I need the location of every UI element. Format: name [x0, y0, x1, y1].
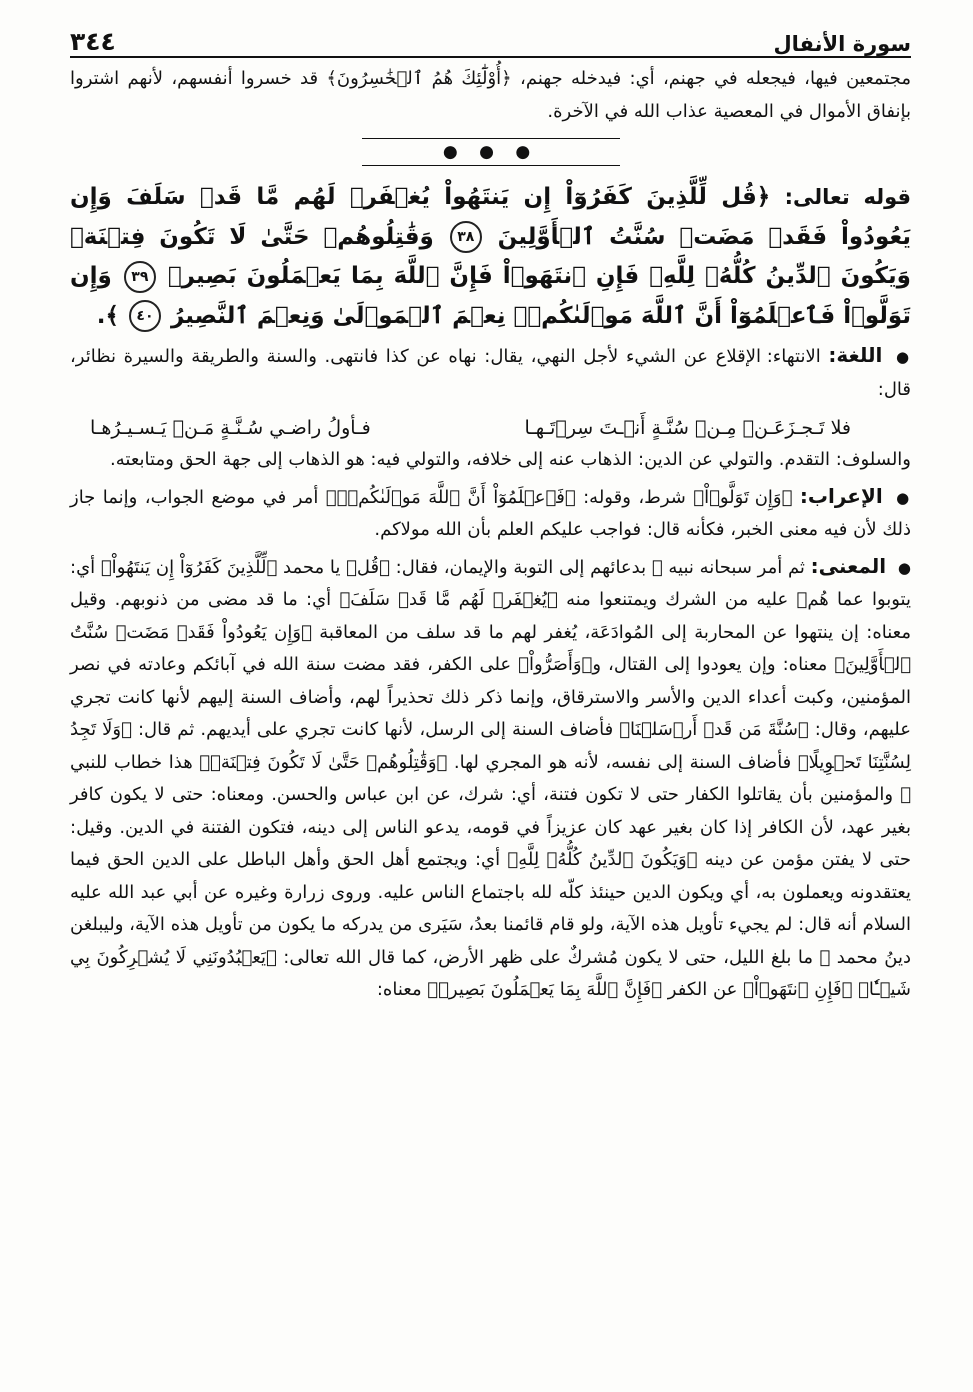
surah-title: سورة الأنفال [773, 32, 911, 56]
page-number: ٣٤٤ [70, 27, 116, 56]
poem-second-hemistich: فـأولُ راضـي سُـنَّـةٍ مَـنۡ يَـسـيـرُهـا [90, 417, 371, 439]
mana-section [70, 550, 911, 1007]
ayah-number-38: ٣٨ [450, 221, 482, 253]
lugha-text: الانتهاء: الإقلاع عن الشيء لأجل النهي، يقال: نهاه عن كذا فانتهى. والسنة والطريقة والسيرة نظائر، قال: [70, 346, 911, 400]
page-body [70, 63, 911, 1007]
ayah-number-39: ٣٩ [124, 261, 156, 293]
poem-verse [90, 412, 851, 444]
separator-line-bottom [362, 165, 620, 166]
bullet-icon: ● [897, 558, 911, 577]
ayah-number-40: ٤٠ [129, 300, 161, 332]
bullet-icon: ● [896, 348, 911, 366]
lugha-section [70, 339, 911, 406]
separator-dots: ● ● ● [442, 142, 539, 162]
verse-text-38: ﴿قُل لِّلَّذِينَ كَفَرُوٓاْ إِن يَنتَهُواْ يُغۡفَرۡ لَهُم مَّا قَدۡ سَلَفَ وَإِن يَعُودُواْ فَقَدۡ مَضَتۡ سُنَّتُ ٱلۡأَوَّلِينَ [70, 184, 912, 250]
lugha-label: اللغة: [828, 343, 883, 367]
mana-label: المعنى: [810, 553, 887, 578]
verse-text-39: وَقَٰتِلُوهُمۡ حَتَّىٰ لَا تَكُونَ فِتۡنَةٞ وَيَكُونَ ٱلدِّينُ كُلُّهُۥ لِلَّهِۚ فَإِنِ ٱنتَهَوۡاْ فَإِنَّ ٱللَّهَ بِمَا يَعۡمَلُونَ بَصِيرٞ [70, 223, 911, 289]
bullet-icon: ● [896, 488, 911, 507]
irab-section [70, 480, 911, 547]
lugha-continuation: والسلوف: التقدم. والتولي عن الدين: الذهاب عنه إلى خلافه، والتولي فيه: هو الذهاب إلى جهة الحق ومتابعته. [110, 449, 911, 470]
verses-label: قوله تعالى: [784, 185, 911, 209]
verses-close: ﴾. [96, 302, 119, 329]
page-header [70, 18, 911, 58]
irab-text: ﴿وَإِن تَوَلَّوۡاْ﴾ شرط، وقوله: ﴿فَٱعۡلَمُوٓاْ أَنَّ ٱللَّهَ مَوۡلَىٰكُمۡۚ﴾ أمر في موضع الجواب، وإنما جاز ذلك لأن فيه معنى الخبر، فكأنه قال: فواجب عليكم العلم بأن الله مولاكم. [70, 486, 911, 540]
verse-text-40: وَإِن تَوَلَّوۡاْ فَٱعۡلَمُوٓاْ أَنَّ ٱللَّهَ مَوۡلَىٰكُمۡۚ نِعۡمَ ٱلۡمَوۡلَىٰ وَنِعۡمَ ٱلنَّصِيرُ [70, 263, 911, 329]
section-separator [362, 138, 620, 166]
quran-verses [70, 178, 911, 336]
irab-label: الإعراب: [799, 483, 883, 508]
poem-first-hemistich: فلا تَـجـزَعَـنۡ مِـنۡ سُنَّـةٍ أَنۡـتَ سِرۡتَـهـا [524, 417, 851, 439]
mana-text: ثم أمر سبحانه نبيه ﷺ بدعائهم إلى التوبة والإيمان، فقال: ﴿قُل﴾ يا محمد ﴿لِّلَّذِينَ كَفَرُوٓاْ إِن يَنتَهُواْ﴾ أي: يتوبوا عما هُمۡ عليه من الشرك ويمتنعوا منه ﴿يُغۡفَرۡ لَهُم مَّا قَدۡ سَلَفَ﴾ أي: ما قد مضى من ذنوبهم. وقيل معناه: إن ينتهوا عن المحاربة إلى المُوادَعَة، يُغفر لهم ما قد سلف من المعاقبة ﴿وَإِن يَعُودُواْ فَقَدۡ مَضَتۡ سُنَّتُ ٱلۡأَوَّلِينَ﴾ معناه: وإن يعودوا إلى القتال، و﴿وَأَصَرُّواْ﴾ على الكفر، فقد مضت سنة الله في آبائكم وعادته في نصر المؤمنين، وكبت أعداء الدين والأسر والاسترقاق، وإنما ذكر ذلك تحذيراً لهم، وأضاف السنة إليهم لأنها كانت تجري عليهم، وقال: ﴿سُنَّةَ مَن قَدۡ أَرۡسَلۡنَا﴾ فأضاف السنة إلى الرسل، لأنها كانت تجري على أيديهم. ثم قال: ﴿وَلَا تَجِدُ لِسُنَّتِنَا تَحۡوِيلًا﴾ فأضاف السنة إلى نفسه، لأنه هو المجري لها. ﴿وَقَٰتِلُوهُمۡ حَتَّىٰ لَا تَكُونَ فِتۡنَةٞ﴾ هذا خطاب للنبي ﷺ والمؤمنين بأن يقاتلوا الكفار حتى لا تكون فتنة، أي: شرك، عن ابن عباس والحسن. ومعناه: حتى لا يكون كافر بغير عهد، لأن الكافر إذا كان بغير عهد كان عزيزاً في قومه، يدعو الناس إلى دينه، فتكون الفتنة في الدين. وقيل: حتى لا يفتن مؤمن عن دينه ﴿وَيَكُونَ ٱلدِّينُ كُلُّهُۥ لِلَّهِ﴾ أي: ويجتمع أهل الحق وأهل الباطل على الدين الحق فيما يعتقدونه ويعملون به، أي ويكون الدين حينئذ كلّه لله باجتماع الناس عليه. وروى زرارة وغيره عن أبي عبد الله عليه السلام أنه قال: لم يجيء تأويل هذه الآية، ولو قام قائمنا بعدُ، سَيَرى من يدركه ما يكون من تأويل هذه الآية، وليبلغن دينُ محمد ﷺ ما بلغ الليل، حتى لا يكون مُشركٌ على ظهر الأرض، كما قال الله تعالى: ﴿يَعۡبُدُونَنِي لَا يُشۡرِكُونَ بِي شَيۡـٔٗا﴾ ﴿فَإِنِ ٱنتَهَوۡاْ﴾ عن الكفر ﴿فَإِنَّ ٱللَّهَ بِمَا يَعۡمَلُونَ بَصِيرٞ﴾ معناه: [70, 556, 911, 1000]
intro-paragraph: مجتمعين فيها، فيجعله في جهنم، أي: فيدخله جهنم، ﴿أُوْلَٰٓئِكَ هُمُ ٱلۡخَٰسِرُونَ﴾ قد خسروا أنفسهم، لأنهم اشتروا بإنفاق الأموال في المعصية عذاب الله في الآخرة. [70, 68, 911, 122]
